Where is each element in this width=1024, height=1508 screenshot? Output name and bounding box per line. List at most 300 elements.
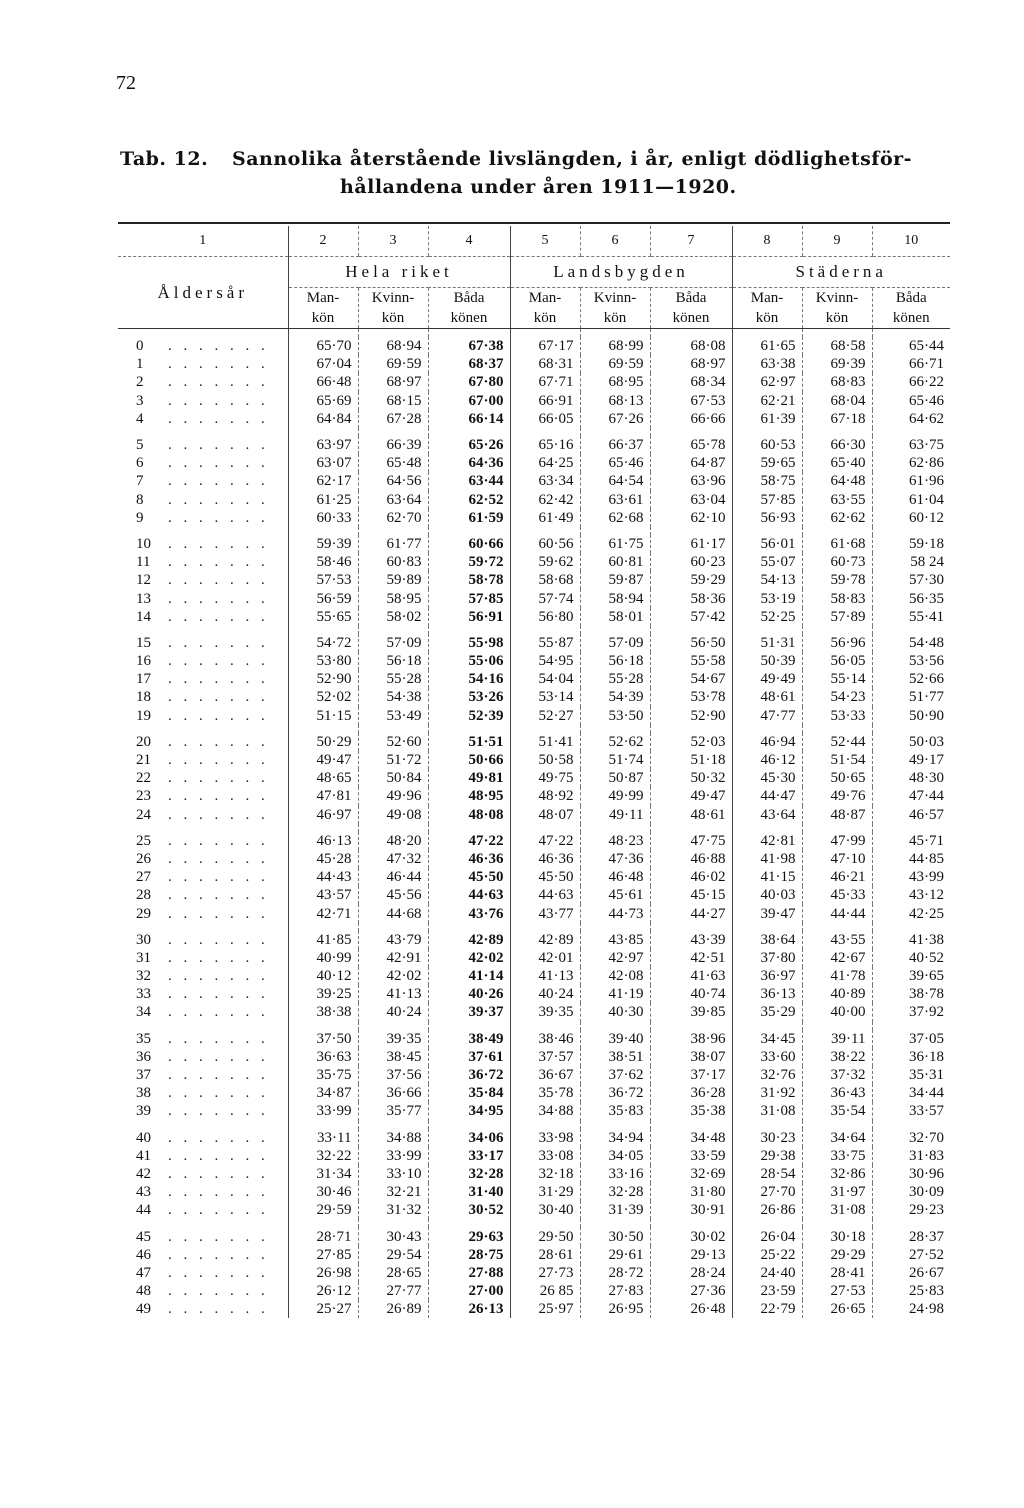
value-cell: 65·70 bbox=[288, 337, 358, 355]
spacer-cell bbox=[358, 428, 428, 436]
value-cell: 35·84 bbox=[428, 1084, 510, 1102]
value-cell: 30·50 bbox=[580, 1227, 650, 1245]
value-cell: 48·08 bbox=[428, 806, 510, 824]
value-cell: 30·09 bbox=[872, 1183, 950, 1201]
age-value: 25 bbox=[136, 832, 151, 849]
value-cell: 45·28 bbox=[288, 850, 358, 868]
value-cell: 30·52 bbox=[428, 1201, 510, 1219]
age-value: 0 bbox=[136, 338, 144, 355]
group-spacer-row bbox=[118, 1121, 950, 1129]
value-cell: 30·40 bbox=[510, 1201, 580, 1219]
table-row bbox=[118, 454, 950, 472]
value-cell: 40·24 bbox=[510, 985, 580, 1003]
column-number: 8 bbox=[732, 226, 802, 257]
value-cell: 62·42 bbox=[510, 491, 580, 509]
spacer-cell bbox=[510, 725, 580, 733]
age-cell bbox=[118, 985, 288, 1003]
value-cell: 62·97 bbox=[732, 373, 802, 391]
group-spacer-row bbox=[118, 626, 950, 634]
value-cell: 62·68 bbox=[580, 509, 650, 527]
group-header-hela-riket: Hela riket bbox=[288, 257, 510, 288]
age-value: 29 bbox=[136, 905, 151, 922]
value-cell: 63·97 bbox=[288, 436, 358, 454]
sub-header-mankon: Man- kön bbox=[288, 288, 358, 329]
table-row bbox=[118, 769, 950, 787]
value-cell: 43·79 bbox=[358, 931, 428, 949]
value-cell: 68·99 bbox=[580, 337, 650, 355]
value-cell: 42·51 bbox=[650, 949, 732, 967]
value-cell: 48·61 bbox=[732, 688, 802, 706]
value-cell: 29·38 bbox=[732, 1147, 802, 1165]
value-cell: 58 24 bbox=[872, 553, 950, 571]
spacer-cell bbox=[732, 527, 802, 535]
value-cell: 37·61 bbox=[428, 1048, 510, 1066]
value-cell: 68·58 bbox=[802, 337, 872, 355]
spacer-cell bbox=[428, 626, 510, 634]
value-cell: 55·58 bbox=[650, 652, 732, 670]
value-cell: 60·83 bbox=[358, 553, 428, 571]
value-cell: 50·39 bbox=[732, 652, 802, 670]
table-row bbox=[118, 1300, 950, 1318]
value-cell: 37·62 bbox=[580, 1066, 650, 1084]
value-cell: 40·89 bbox=[802, 985, 872, 1003]
value-cell: 27·52 bbox=[872, 1246, 950, 1264]
spacer-cell bbox=[428, 329, 510, 338]
value-cell: 44·63 bbox=[510, 886, 580, 904]
value-cell: 43·76 bbox=[428, 904, 510, 922]
leader-dots: . . . . . . . bbox=[168, 1301, 269, 1318]
spacer-cell bbox=[358, 1219, 428, 1227]
value-cell: 32·18 bbox=[510, 1165, 580, 1183]
table-row bbox=[118, 634, 950, 652]
table-row bbox=[118, 509, 950, 527]
spacer-cell bbox=[428, 824, 510, 832]
value-cell: 42·91 bbox=[358, 949, 428, 967]
value-cell: 59·39 bbox=[288, 535, 358, 553]
table-row bbox=[118, 1264, 950, 1282]
value-cell: 67·38 bbox=[428, 337, 510, 355]
value-cell: 54·16 bbox=[428, 670, 510, 688]
value-cell: 25·22 bbox=[732, 1246, 802, 1264]
spacer-cell bbox=[580, 1022, 650, 1030]
value-cell: 68·15 bbox=[358, 392, 428, 410]
value-cell: 33·99 bbox=[358, 1147, 428, 1165]
value-cell: 57·85 bbox=[732, 491, 802, 509]
value-cell: 33·08 bbox=[510, 1147, 580, 1165]
spacer-cell bbox=[580, 1121, 650, 1129]
value-cell: 46·13 bbox=[288, 832, 358, 850]
value-cell: 32·21 bbox=[358, 1183, 428, 1201]
value-cell: 46·36 bbox=[428, 850, 510, 868]
spacer-cell bbox=[802, 1219, 872, 1227]
value-cell: 55·28 bbox=[580, 670, 650, 688]
spacer-cell bbox=[428, 428, 510, 436]
group-header-staderna: Städerna bbox=[732, 257, 950, 288]
value-cell: 48·92 bbox=[510, 787, 580, 805]
value-cell: 39·40 bbox=[580, 1030, 650, 1048]
age-cell bbox=[118, 931, 288, 949]
value-cell: 33·99 bbox=[288, 1102, 358, 1120]
value-cell: 40·52 bbox=[872, 949, 950, 967]
value-cell: 34·06 bbox=[428, 1129, 510, 1147]
value-cell: 51·31 bbox=[732, 634, 802, 652]
value-cell: 58·68 bbox=[510, 571, 580, 589]
age-cell bbox=[118, 949, 288, 967]
value-cell: 41·14 bbox=[428, 967, 510, 985]
age-value: 27 bbox=[136, 869, 151, 886]
table-row bbox=[118, 1030, 950, 1048]
value-cell: 68·04 bbox=[802, 392, 872, 410]
value-cell: 64·84 bbox=[288, 410, 358, 428]
value-cell: 52·90 bbox=[288, 670, 358, 688]
spacer-cell bbox=[118, 725, 288, 733]
value-cell: 40·00 bbox=[802, 1003, 872, 1021]
value-cell: 61·68 bbox=[802, 535, 872, 553]
spacer-cell bbox=[510, 1022, 580, 1030]
value-cell: 27·77 bbox=[358, 1282, 428, 1300]
sub-header-mankon: Man- kön bbox=[510, 288, 580, 329]
spacer-cell bbox=[288, 824, 358, 832]
table-row bbox=[118, 1102, 950, 1120]
value-cell: 48·61 bbox=[650, 806, 732, 824]
value-cell: 65·40 bbox=[802, 454, 872, 472]
value-cell: 66·22 bbox=[872, 373, 950, 391]
value-cell: 37·57 bbox=[510, 1048, 580, 1066]
age-value: 1 bbox=[136, 356, 144, 373]
age-value: 36 bbox=[136, 1048, 151, 1065]
age-value: 41 bbox=[136, 1147, 151, 1164]
value-cell: 39·65 bbox=[872, 967, 950, 985]
value-cell: 31·32 bbox=[358, 1201, 428, 1219]
value-cell: 36·63 bbox=[288, 1048, 358, 1066]
value-cell: 37·32 bbox=[802, 1066, 872, 1084]
value-cell: 61·59 bbox=[428, 509, 510, 527]
value-cell: 49·47 bbox=[650, 787, 732, 805]
value-cell: 59·78 bbox=[802, 571, 872, 589]
value-cell: 53·50 bbox=[580, 707, 650, 725]
value-cell: 36·72 bbox=[428, 1066, 510, 1084]
spacer-cell bbox=[732, 824, 802, 832]
value-cell: 44·27 bbox=[650, 904, 732, 922]
sub-header-kvinnkon: Kvinn- kön bbox=[580, 288, 650, 329]
value-cell: 56·96 bbox=[802, 634, 872, 652]
value-cell: 45·71 bbox=[872, 832, 950, 850]
leader-dots: . . . . . . . bbox=[168, 671, 269, 688]
value-cell: 47·44 bbox=[872, 787, 950, 805]
value-cell: 27·36 bbox=[650, 1282, 732, 1300]
value-cell: 53·19 bbox=[732, 589, 802, 607]
table-row bbox=[118, 967, 950, 985]
value-cell: 36·43 bbox=[802, 1084, 872, 1102]
value-cell: 26·48 bbox=[650, 1300, 732, 1318]
value-cell: 25·83 bbox=[872, 1282, 950, 1300]
age-value: 44 bbox=[136, 1202, 151, 1219]
value-cell: 57·09 bbox=[580, 634, 650, 652]
value-cell: 40·30 bbox=[580, 1003, 650, 1021]
leader-dots: . . . . . . . bbox=[168, 1202, 269, 1219]
spacer-cell bbox=[802, 923, 872, 931]
value-cell: 35·83 bbox=[580, 1102, 650, 1120]
leader-dots: . . . . . . . bbox=[168, 1103, 269, 1120]
value-cell: 35·31 bbox=[872, 1066, 950, 1084]
value-cell: 33·11 bbox=[288, 1129, 358, 1147]
value-cell: 50·32 bbox=[650, 769, 732, 787]
spacer-cell bbox=[802, 725, 872, 733]
value-cell: 69·39 bbox=[802, 355, 872, 373]
value-cell: 53·14 bbox=[510, 688, 580, 706]
value-cell: 51·18 bbox=[650, 751, 732, 769]
value-cell: 29·13 bbox=[650, 1246, 732, 1264]
value-cell: 67·18 bbox=[802, 410, 872, 428]
age-cell bbox=[118, 509, 288, 527]
value-cell: 49·11 bbox=[580, 806, 650, 824]
value-cell: 49·75 bbox=[510, 769, 580, 787]
value-cell: 35·78 bbox=[510, 1084, 580, 1102]
table-label: Tab. 12. bbox=[120, 148, 209, 170]
group-spacer-row bbox=[118, 428, 950, 436]
spacer-cell bbox=[732, 1121, 802, 1129]
value-cell: 49·08 bbox=[358, 806, 428, 824]
value-cell: 38·07 bbox=[650, 1048, 732, 1066]
value-cell: 45·15 bbox=[650, 886, 732, 904]
value-cell: 28·54 bbox=[732, 1165, 802, 1183]
value-cell: 53·78 bbox=[650, 688, 732, 706]
value-cell: 56·50 bbox=[650, 634, 732, 652]
value-cell: 40·24 bbox=[358, 1003, 428, 1021]
age-value: 28 bbox=[136, 887, 151, 904]
value-cell: 40·12 bbox=[288, 967, 358, 985]
leader-dots: . . . . . . . bbox=[168, 473, 269, 490]
value-cell: 61·65 bbox=[732, 337, 802, 355]
value-cell: 63·55 bbox=[802, 491, 872, 509]
value-cell: 26·12 bbox=[288, 1282, 358, 1300]
value-cell: 52·62 bbox=[580, 733, 650, 751]
value-cell: 61·96 bbox=[872, 472, 950, 490]
value-cell: 56·18 bbox=[580, 652, 650, 670]
table-title bbox=[120, 145, 960, 201]
value-cell: 56·59 bbox=[288, 589, 358, 607]
value-cell: 54·72 bbox=[288, 634, 358, 652]
value-cell: 38·38 bbox=[288, 1003, 358, 1021]
age-value: 30 bbox=[136, 931, 151, 948]
value-cell: 56·05 bbox=[802, 652, 872, 670]
value-cell: 41·38 bbox=[872, 931, 950, 949]
value-cell: 32·76 bbox=[732, 1066, 802, 1084]
age-value: 9 bbox=[136, 509, 144, 526]
age-cell bbox=[118, 868, 288, 886]
value-cell: 36·66 bbox=[358, 1084, 428, 1102]
value-cell: 43·64 bbox=[732, 806, 802, 824]
age-value: 42 bbox=[136, 1165, 151, 1182]
value-cell: 32·69 bbox=[650, 1165, 732, 1183]
spacer-cell bbox=[288, 1219, 358, 1227]
value-cell: 65·26 bbox=[428, 436, 510, 454]
value-cell: 56·35 bbox=[872, 589, 950, 607]
page-number: 72 bbox=[116, 72, 136, 94]
spacer-cell bbox=[118, 1022, 288, 1030]
age-cell bbox=[118, 886, 288, 904]
value-cell: 29·59 bbox=[288, 1201, 358, 1219]
value-cell: 35·38 bbox=[650, 1102, 732, 1120]
value-cell: 31·92 bbox=[732, 1084, 802, 1102]
leader-dots: . . . . . . . bbox=[168, 455, 269, 472]
value-cell: 33·75 bbox=[802, 1147, 872, 1165]
value-cell: 56·93 bbox=[732, 509, 802, 527]
value-cell: 28·37 bbox=[872, 1227, 950, 1245]
table-row bbox=[118, 868, 950, 886]
value-cell: 60·73 bbox=[802, 553, 872, 571]
group-spacer-row bbox=[118, 923, 950, 931]
value-cell: 34·44 bbox=[872, 1084, 950, 1102]
table-row bbox=[118, 608, 950, 626]
group-header-landsbygden: Landsbygden bbox=[510, 257, 732, 288]
age-cell bbox=[118, 1048, 288, 1066]
table-row bbox=[118, 1066, 950, 1084]
value-cell: 38·45 bbox=[358, 1048, 428, 1066]
value-cell: 38·78 bbox=[872, 985, 950, 1003]
spacer-cell bbox=[872, 725, 950, 733]
value-cell: 59·72 bbox=[428, 553, 510, 571]
value-cell: 24·40 bbox=[732, 1264, 802, 1282]
value-cell: 51·51 bbox=[428, 733, 510, 751]
sub-header-kvinnkon: Kvinn- kön bbox=[358, 288, 428, 329]
age-cell bbox=[118, 1003, 288, 1021]
spacer-cell bbox=[802, 824, 872, 832]
spacer-cell bbox=[288, 428, 358, 436]
value-cell: 38·49 bbox=[428, 1030, 510, 1048]
value-cell: 48·87 bbox=[802, 806, 872, 824]
value-cell: 65·46 bbox=[872, 392, 950, 410]
spacer-cell bbox=[650, 626, 732, 634]
column-number: 7 bbox=[650, 226, 732, 257]
table-row bbox=[118, 392, 950, 410]
spacer-cell bbox=[510, 1219, 580, 1227]
spacer-cell bbox=[428, 1022, 510, 1030]
value-cell: 26·95 bbox=[580, 1300, 650, 1318]
value-cell: 45·56 bbox=[358, 886, 428, 904]
value-cell: 52·03 bbox=[650, 733, 732, 751]
value-cell: 51·54 bbox=[802, 751, 872, 769]
value-cell: 62·21 bbox=[732, 392, 802, 410]
leader-dots: . . . . . . . bbox=[168, 788, 269, 805]
value-cell: 54·95 bbox=[510, 652, 580, 670]
spacer-cell bbox=[732, 1219, 802, 1227]
column-number: 2 bbox=[288, 226, 358, 257]
spacer-cell bbox=[732, 725, 802, 733]
value-cell: 28·24 bbox=[650, 1264, 732, 1282]
value-cell: 57·42 bbox=[650, 608, 732, 626]
spacer-cell bbox=[802, 1121, 872, 1129]
spacer-cell bbox=[118, 824, 288, 832]
value-cell: 48·07 bbox=[510, 806, 580, 824]
table-row bbox=[118, 1165, 950, 1183]
value-cell: 57·89 bbox=[802, 608, 872, 626]
spacer-cell bbox=[118, 923, 288, 931]
value-cell: 35·77 bbox=[358, 1102, 428, 1120]
value-cell: 50·66 bbox=[428, 751, 510, 769]
value-cell: 59·18 bbox=[872, 535, 950, 553]
value-cell: 39·37 bbox=[428, 1003, 510, 1021]
value-cell: 50·58 bbox=[510, 751, 580, 769]
spacer-cell bbox=[580, 527, 650, 535]
age-cell bbox=[118, 472, 288, 490]
spacer-cell bbox=[732, 1022, 802, 1030]
value-cell: 55·07 bbox=[732, 553, 802, 571]
value-cell: 64·54 bbox=[580, 472, 650, 490]
table-row bbox=[118, 553, 950, 571]
value-cell: 68·97 bbox=[358, 373, 428, 391]
value-cell: 65·46 bbox=[580, 454, 650, 472]
value-cell: 43·99 bbox=[872, 868, 950, 886]
value-cell: 32·86 bbox=[802, 1165, 872, 1183]
age-cell bbox=[118, 967, 288, 985]
value-cell: 28·72 bbox=[580, 1264, 650, 1282]
leader-dots: . . . . . . . bbox=[168, 608, 269, 625]
value-cell: 42·08 bbox=[580, 967, 650, 985]
value-cell: 60·23 bbox=[650, 553, 732, 571]
spacer-cell bbox=[872, 626, 950, 634]
spacer-cell bbox=[872, 1022, 950, 1030]
age-cell bbox=[118, 1084, 288, 1102]
value-cell: 36·67 bbox=[510, 1066, 580, 1084]
value-cell: 53·80 bbox=[288, 652, 358, 670]
table-row bbox=[118, 355, 950, 373]
value-cell: 29·50 bbox=[510, 1227, 580, 1245]
leader-dots: . . . . . . . bbox=[168, 850, 269, 867]
leader-dots: . . . . . . . bbox=[168, 1184, 269, 1201]
value-cell: 42·71 bbox=[288, 904, 358, 922]
spacer-cell bbox=[872, 527, 950, 535]
spacer-cell bbox=[358, 626, 428, 634]
leader-dots: . . . . . . . bbox=[168, 491, 269, 508]
value-cell: 67·53 bbox=[650, 392, 732, 410]
spacer-cell bbox=[288, 923, 358, 931]
value-cell: 61·39 bbox=[732, 410, 802, 428]
age-value: 34 bbox=[136, 1004, 151, 1021]
value-cell: 56·91 bbox=[428, 608, 510, 626]
value-cell: 30·96 bbox=[872, 1165, 950, 1183]
table-row bbox=[118, 904, 950, 922]
value-cell: 44·73 bbox=[580, 904, 650, 922]
value-cell: 35·29 bbox=[732, 1003, 802, 1021]
value-cell: 30·43 bbox=[358, 1227, 428, 1245]
spacer-cell bbox=[580, 428, 650, 436]
value-cell: 67·71 bbox=[510, 373, 580, 391]
value-cell: 44·68 bbox=[358, 904, 428, 922]
value-cell: 34·88 bbox=[510, 1102, 580, 1120]
spacer-cell bbox=[118, 329, 288, 338]
age-value: 43 bbox=[136, 1184, 151, 1201]
leader-dots: . . . . . . . bbox=[168, 887, 269, 904]
value-cell: 52·27 bbox=[510, 707, 580, 725]
value-cell: 34·94 bbox=[580, 1129, 650, 1147]
spacer-cell bbox=[118, 527, 288, 535]
age-value: 20 bbox=[136, 733, 151, 750]
value-cell: 26·67 bbox=[872, 1264, 950, 1282]
value-cell: 32·28 bbox=[428, 1165, 510, 1183]
age-cell bbox=[118, 1066, 288, 1084]
value-cell: 62·10 bbox=[650, 509, 732, 527]
age-cell bbox=[118, 1300, 288, 1318]
value-cell: 57·53 bbox=[288, 571, 358, 589]
value-cell: 28·41 bbox=[802, 1264, 872, 1282]
spacer-cell bbox=[872, 1219, 950, 1227]
spacer-cell bbox=[872, 923, 950, 931]
table-row bbox=[118, 1201, 950, 1219]
value-cell: 37·92 bbox=[872, 1003, 950, 1021]
value-cell: 52·90 bbox=[650, 707, 732, 725]
value-cell: 31·97 bbox=[802, 1183, 872, 1201]
